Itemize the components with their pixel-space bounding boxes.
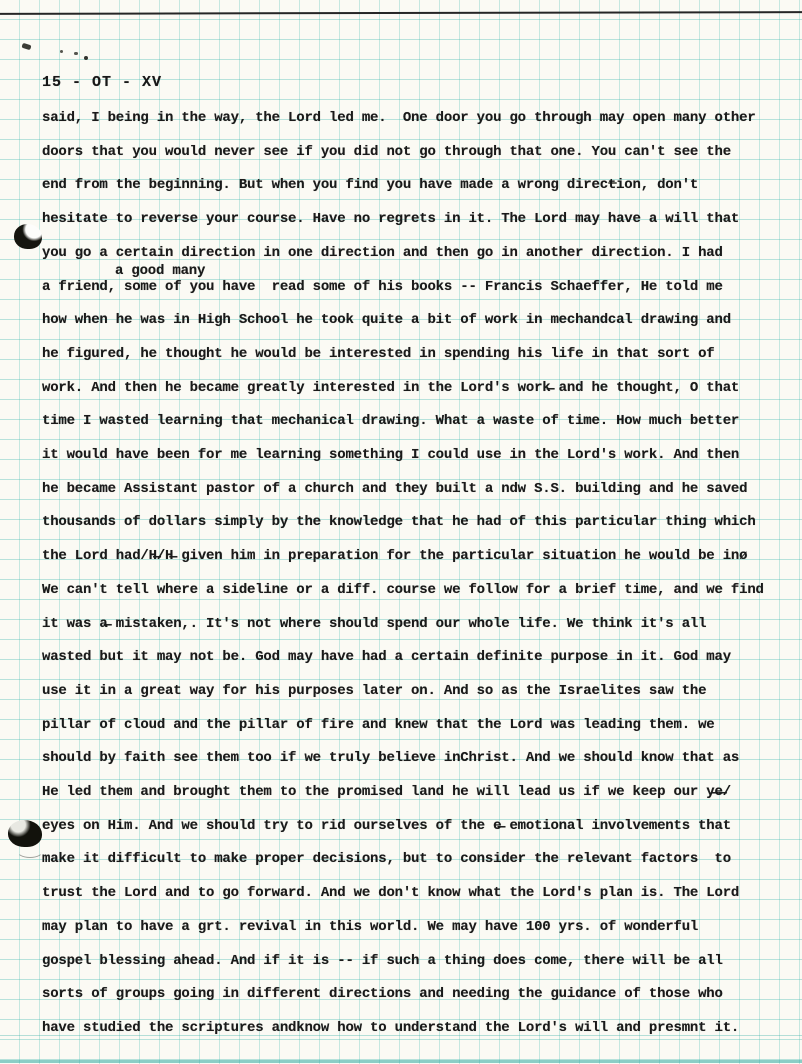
text-line: you go a certain direction in one direction and then go in another direction. I had xyxy=(42,244,723,261)
text-line: it would have been for me learning something I could use in the Lord's work. And then xyxy=(42,447,740,463)
ink-blot-mark xyxy=(14,224,42,249)
text-line: make it difficult to make proper decisions, but to consider the relevant factors to xyxy=(42,851,731,868)
smudge-mark xyxy=(21,43,31,51)
smudge-mark xyxy=(60,50,63,53)
text-line: wasted but it may not be. God may have had a certain definite purpose in it. God may xyxy=(42,649,731,666)
smudge-mark xyxy=(74,52,78,55)
text-line: how when he was in High School he took quite a bit of work in mechandcal drawing and xyxy=(42,312,731,329)
text-line: the Lord had/H̶/H̶ given him in preparation for the particular situation he would be inø xyxy=(42,548,748,565)
page-number-heading: 15 - OT - XV xyxy=(42,74,163,91)
text-line: trust the Lord and to go forward. And we don't know what the Lord's plan is. The Lord xyxy=(42,885,740,902)
text-line: said, I being in the way, the Lord led me. One door you go through may open many other xyxy=(42,110,756,126)
grid-rule xyxy=(0,1060,802,1063)
text-line: have studied the scriptures andknow how to understand the Lord's will and presmnt it. xyxy=(42,1019,740,1036)
text-line: pillar of cloud and the pillar of fire and knew that the Lord was leading them. we xyxy=(42,716,715,733)
text-line: use it in a great way for his purposes later on. And so as the Israelites saw the xyxy=(42,682,707,699)
text-line: work. And then he became greatly interested in the Lord's work̶ and he thought, O that xyxy=(42,379,740,396)
text-line: sorts of groups going in different directions and needing the guidance of those who xyxy=(42,986,723,1003)
text-line: time I wasted learning that mechanical drawing. What a waste of time. How much better xyxy=(42,413,740,430)
text-line: thousands of dollars simply by the knowledge that he had of this particular thing which xyxy=(42,514,756,531)
text-line: it was a̶ mistaken,. It's not where should spend our whole life. We think it's all xyxy=(42,615,707,632)
grid-rule xyxy=(0,1035,802,1036)
text-line: a friend, some of you have read some of his books -- Francis Schaeffer, He told me xyxy=(42,278,723,295)
text-line: end from the beginning. But when you find you have made a wrong direction, don't xyxy=(42,177,699,194)
text-line: He led them and brought them to the promised land he will lead us if we keep our y̶e̶/ xyxy=(42,784,731,800)
text-line: may plan to have a grt. revival in this world. We may have 100 yrs. of wonderful xyxy=(42,918,699,935)
inserted-text-line: a good many xyxy=(115,262,206,279)
text-line: We can't tell where a sideline or a diff. course we follow for a brief time, and we find xyxy=(42,581,764,598)
smudge-mark xyxy=(84,56,88,60)
text-line: doors that you would never see if you did not go through that one. You can't see the xyxy=(42,143,731,160)
text-line: hesitate to reverse your course. Have no regrets in it. The Lord may have a will that xyxy=(42,211,740,228)
text-line: should by faith see them too if we truly believe inChrist. And we should know that as xyxy=(42,750,740,767)
text-line: eyes on Him. And we should try to rid ourselves of the e̶ emotional involvements that xyxy=(42,817,731,834)
text-line: he became Assistant pastor of a church and they built a ndw S.S. building and he saved xyxy=(42,480,748,497)
text-line: gospel blessing ahead. And if it is -- if such a thing does come, there will be all xyxy=(42,952,723,969)
text-line: he figured, he thought he would be interested in spending his life in that sort of xyxy=(42,345,715,362)
ink-blot-mark xyxy=(8,820,42,847)
scan-edge-line xyxy=(0,11,802,15)
